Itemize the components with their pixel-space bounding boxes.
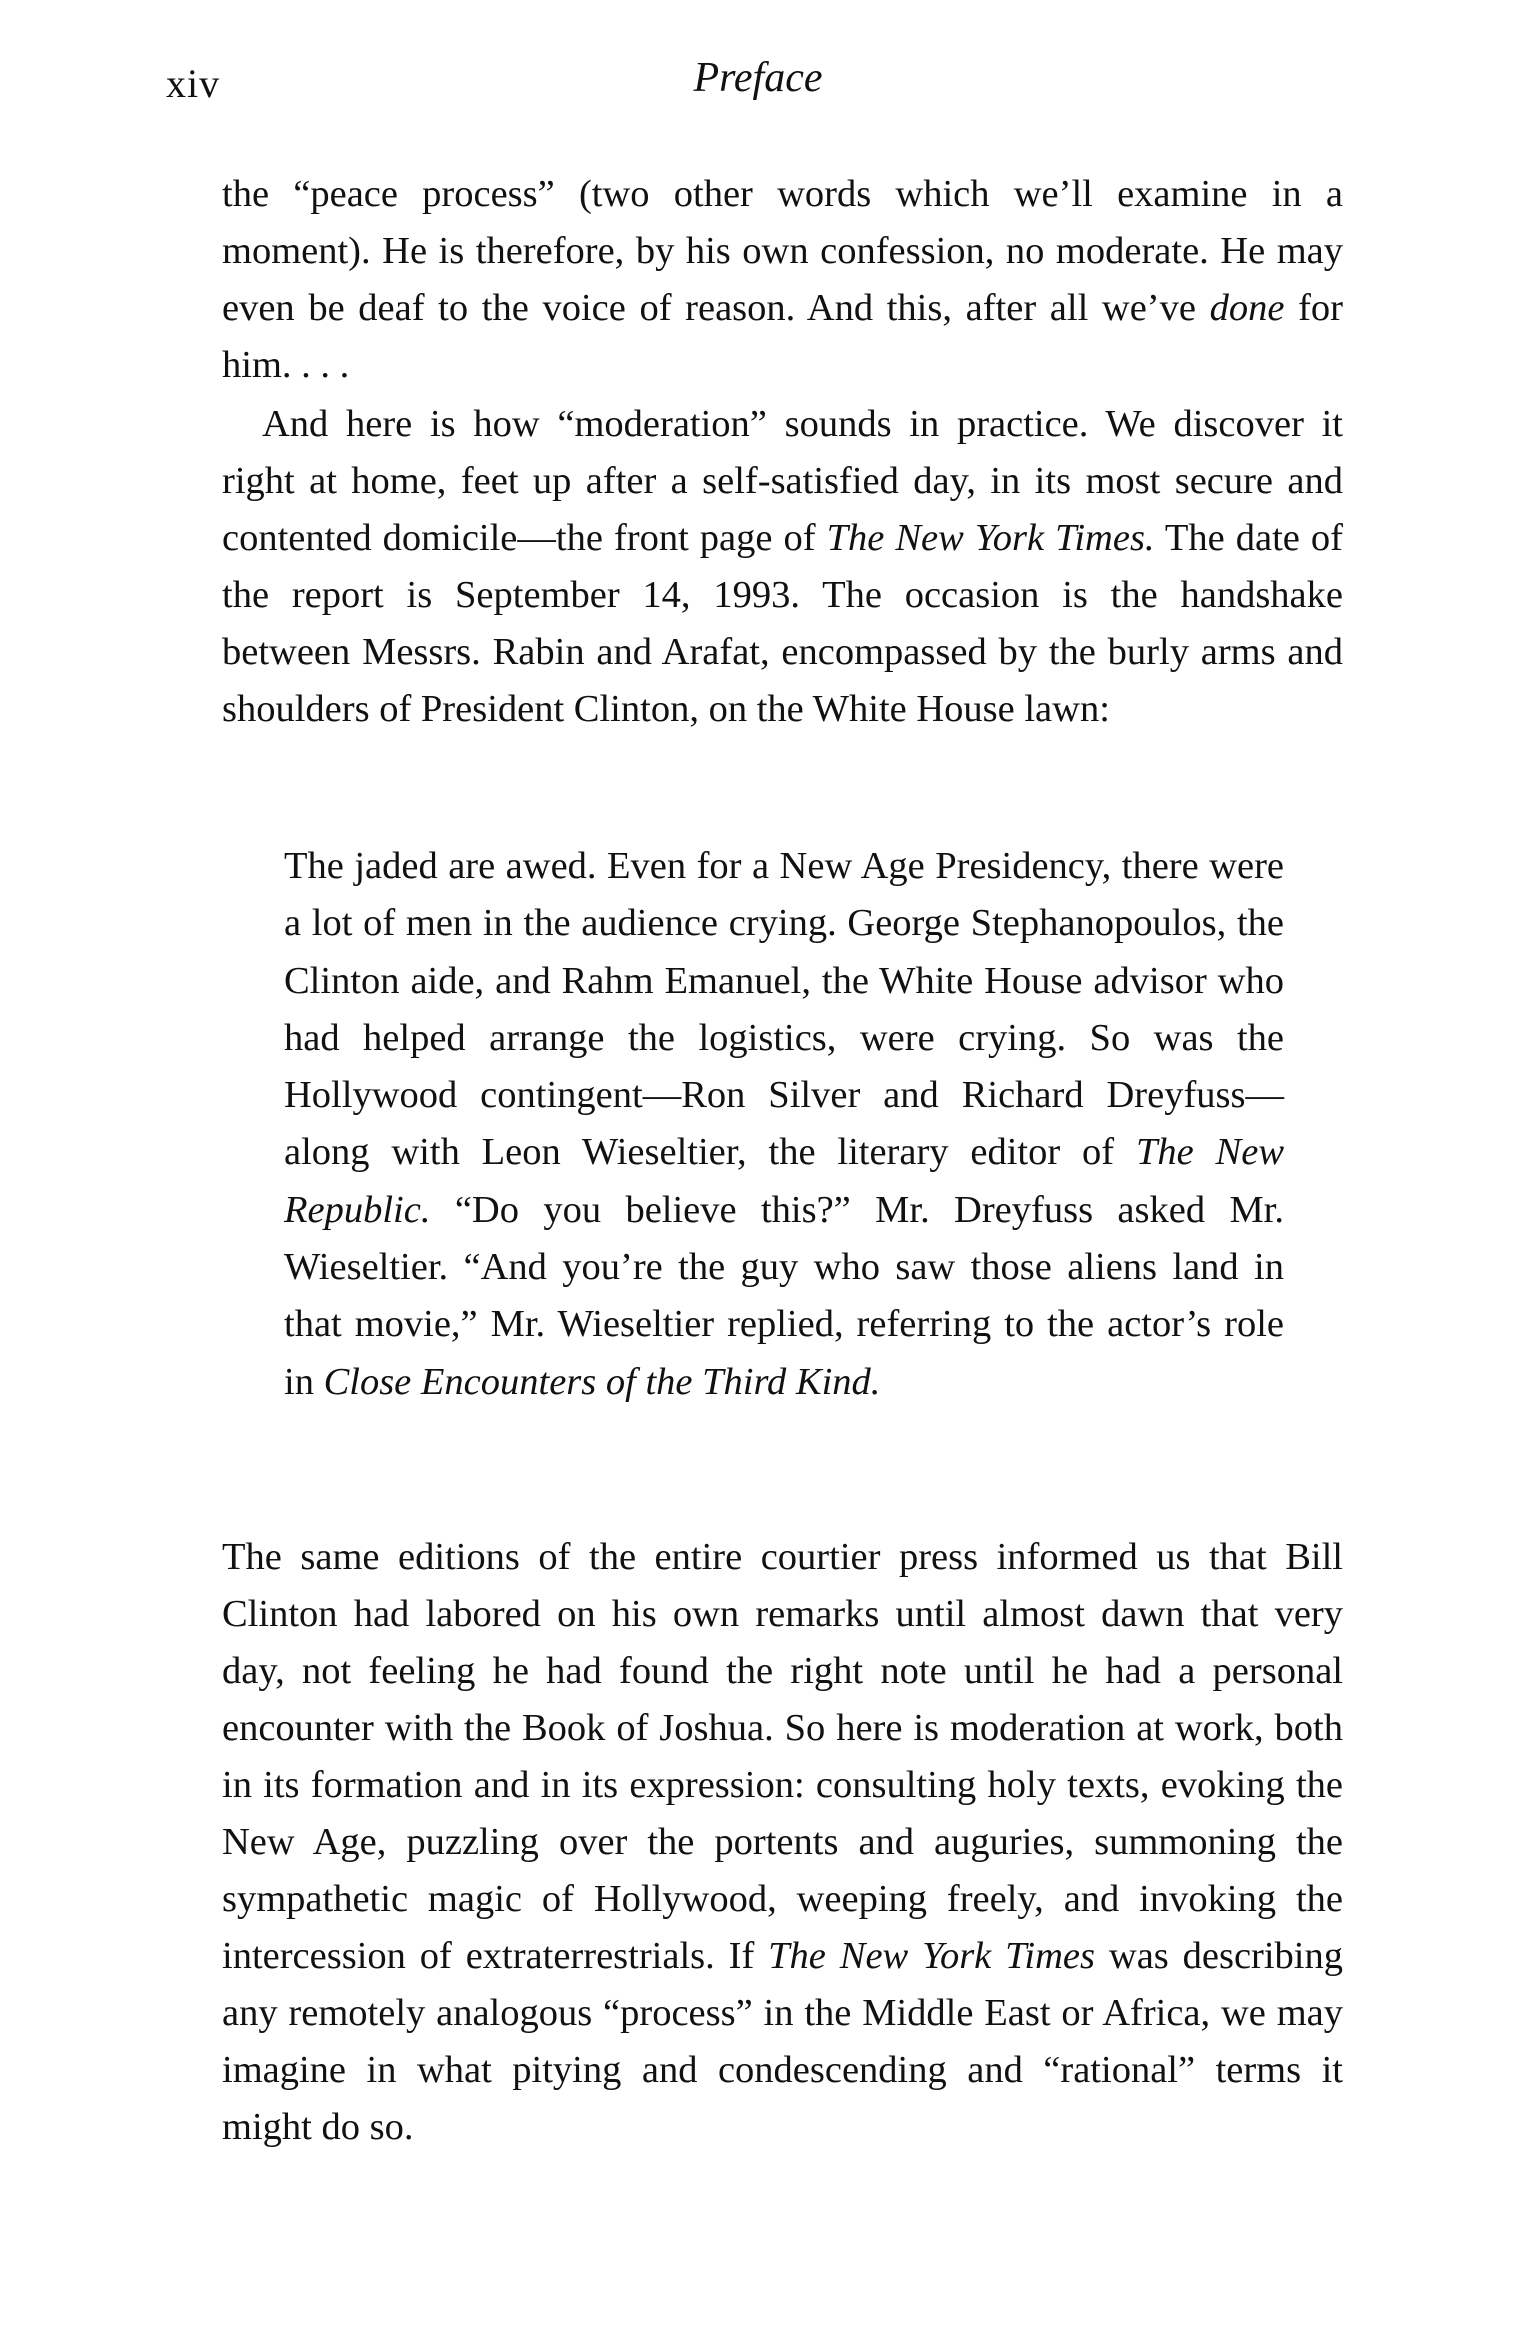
block-quote [284, 838, 1284, 1411]
title-new-york-times: The New York Times. [826, 517, 1155, 559]
title-new-york-times-2: The New York Times [768, 1935, 1096, 1977]
paragraph-3-text: The same editions of the entire courtier press informed us that Bill Clinton had labored on his own remarks until almost dawn that very day, not feeling he had found the right note until he had a personal encounter with the Book of Joshua. So here is moderation at work, both in its formation and in its expression: consulting holy texts, evoking the New Age, puzzling over the portents and auguries, summoning the sympathetic magic of Hollywood, weeping freely, and invoking the intercession of extraterrestrials. If [222, 1536, 1343, 1977]
paragraph-1-end: for him. . . . [222, 287, 1343, 386]
paragraph-2-rest: The date of the report is September 14, 1993. The occasion is the handshake between Messrs. Rabin and Arafat, encompassed by the burly arms and shoulders of President Clinton, on the White House lawn: [222, 517, 1343, 730]
paragraph-continued [222, 166, 1343, 394]
paragraph-2 [222, 396, 1343, 738]
quote-part-2: “Do you believe this?” Mr. Dreyfuss asked Mr. Wieseltier. “And you’re the guy who saw those aliens land in that movie,” Mr. Wieseltier replied, referring to the actor’s role in [284, 1188, 1284, 1403]
paragraph-3 [222, 1529, 1343, 2156]
paragraph-courtier-press [222, 1529, 1343, 2156]
page-number: xiv [166, 61, 221, 106]
running-head-title: Preface [693, 55, 823, 101]
paragraph-1-text: the “peace process” (two other words which we’ll examine in a moment). He is therefore, by his own confession, no moderate. He may even be deaf to the voice of reason. And this, after all we’ve [222, 173, 1343, 329]
paragraph-1 [222, 166, 1343, 394]
paragraph-3-rest: was describing any remotely analogous “process” in the Middle East or Africa, we may imagine in what pitying and condescending and “rational” terms it might do so. [222, 1935, 1344, 2148]
quote-part-1: The jaded are awed. Even for a New Age Presidency, there were a lot of men in the audience crying. George Stephanopoulos, the Clinton aide, and Rahm Emanuel, the White House advisor who had helped arrange the logistics, were crying. So was the Hollywood contingent—Ron Silver and Richard Dreyfuss—along with Leon Wieseltier, the literary editor of [284, 845, 1284, 1174]
title-new-republic: The New Republic. [284, 1131, 1284, 1231]
emphasis-done: done [1209, 287, 1285, 329]
paragraph-2-text: And here is how “moderation” sounds in practice. We discover it right at home, feet up after a self-satisfied day, in its most secure and contented domicile—the front page of [222, 403, 1343, 559]
paragraph-moderation [222, 396, 1343, 738]
title-close-encounters: Close Encounters of the Third Kind. [323, 1360, 881, 1403]
